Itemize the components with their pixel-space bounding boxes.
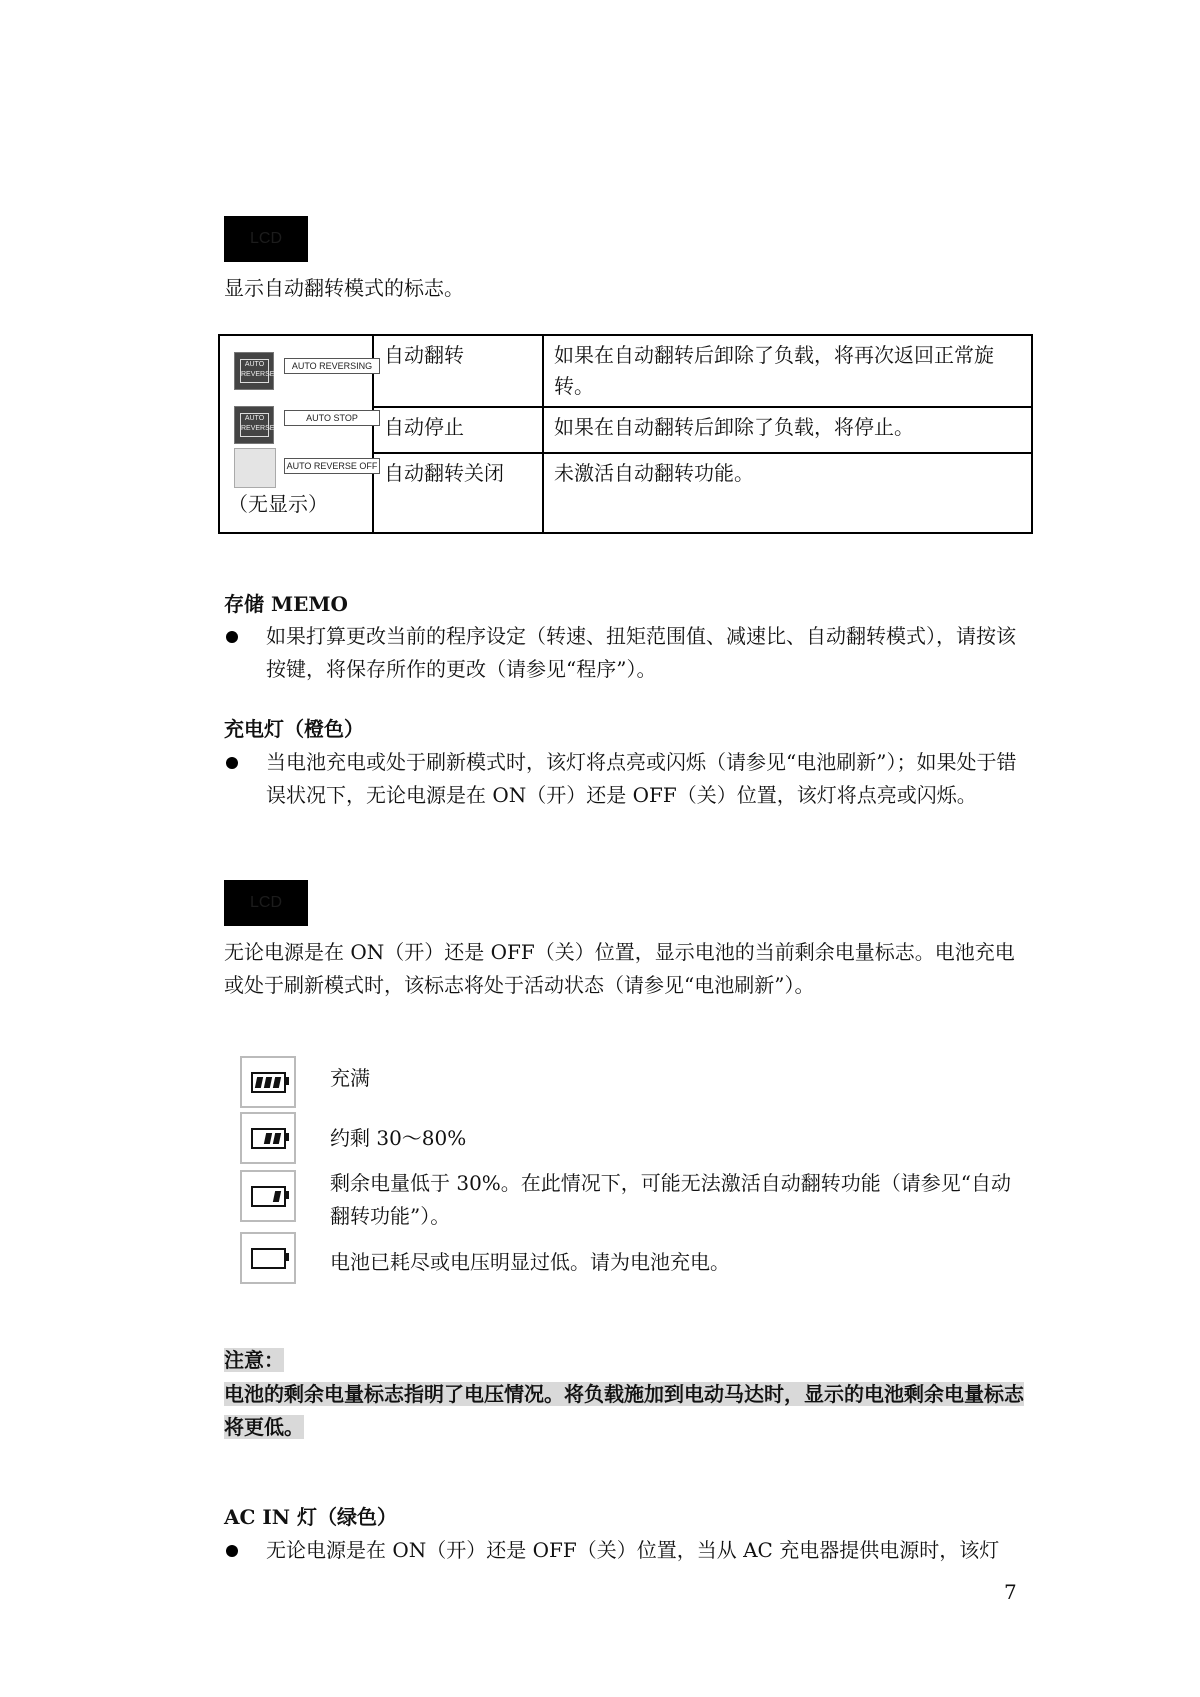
mode-cell: 自动翻转关闭 [373,453,543,533]
bullet-icon [226,1545,238,1557]
no-display-label: （无显示） [228,492,328,516]
section1-intro: 显示自动翻转模式的标志。 [224,276,464,300]
ac-in-bullet-text: 无论电源是在 ON（开）还是 OFF（关）位置，当从 AC 充电器提供电源时，该灯 [266,1538,1000,1562]
bullet-icon [226,757,238,769]
auto-stop-label: AUTO STOP [284,410,380,426]
battery-full-icon [240,1056,296,1108]
page-number: 7 [1004,1580,1017,1604]
mode-cell: 自动停止 [373,407,543,453]
battery-empty-icon [240,1232,296,1284]
lcd-badge-label: LCD [249,894,282,911]
lcd-badge-label: LCD [249,230,282,247]
desc-cell: 未激活自动翻转功能。 [543,453,1032,533]
charge-lamp-bullet [226,746,1026,812]
mode-cell: 自动翻转 [373,335,543,407]
lcd-badge [224,880,308,926]
auto-reverse-off-blank-icon [234,448,276,488]
charge-lamp-bullet-text: 当电池充电或处于刷新模式时，该灯将点亮或闪烁（请参见“电池刷新”）；如果处于错误状况下，无论电源是在 ON（开）还是 OFF（关）位置，该灯将点亮或闪烁。 [266,750,1017,807]
note-text: 电池的剩余电量标志指明了电压情况。将负载施加到电动马达时，显示的电池剩余电量标志将更低。 [224,1382,1024,1439]
memo-bullet [226,620,1026,686]
auto-reversing-label: AUTO REVERSING [284,358,380,374]
ac-in-bullet [226,1534,1026,1567]
bullet-icon [226,631,238,643]
auto-stop-lcd-icon: AUTO REVERSE [234,406,274,444]
note-heading: 注意： [224,1348,284,1372]
charge-lamp-heading: 充电灯（橙色） [224,717,364,741]
desc-cell: 如果在自动翻转后卸除了负载，将再次返回正常旋转。 [543,335,1032,407]
battery-level-label: 约剩 30～80% [330,1126,467,1150]
auto-reverse-table [218,334,1033,534]
battery-level-label: 剩余电量低于 30%。在此情况下，可能无法激活自动翻转功能（请参见“自动翻转功能”）。 [330,1171,1012,1228]
memo-bullet-text: 如果打算更改当前的程序设定（转速、扭矩范围值、减速比、自动翻转模式），请按该按键，将保存所作的更改（请参见“程序”）。 [266,624,1016,681]
section2-intro: 无论电源是在 ON（开）还是 OFF（关）位置，显示电池的当前剩余电量标志。电池充电或处于刷新模式时，该标志将处于活动状态（请参见“电池刷新”）。 [224,940,1015,997]
icon-column [219,335,378,533]
auto-reverse-off-label: AUTO REVERSE OFF [284,458,380,474]
battery-level-label: 充满 [330,1066,370,1090]
memo-heading: 存储 MEMO [224,592,348,616]
lcd-badge [224,216,308,262]
battery-medium-icon [240,1112,296,1164]
battery-level-label: 电池已耗尽或电压明显过低。请为电池充电。 [330,1250,730,1274]
auto-reverse-lcd-icon: AUTO REVERSE [234,352,274,390]
desc-cell: 如果在自动翻转后卸除了负载，将停止。 [543,407,1032,453]
battery-low-icon [240,1170,296,1222]
ac-in-heading: AC IN 灯（绿色） [224,1505,397,1529]
